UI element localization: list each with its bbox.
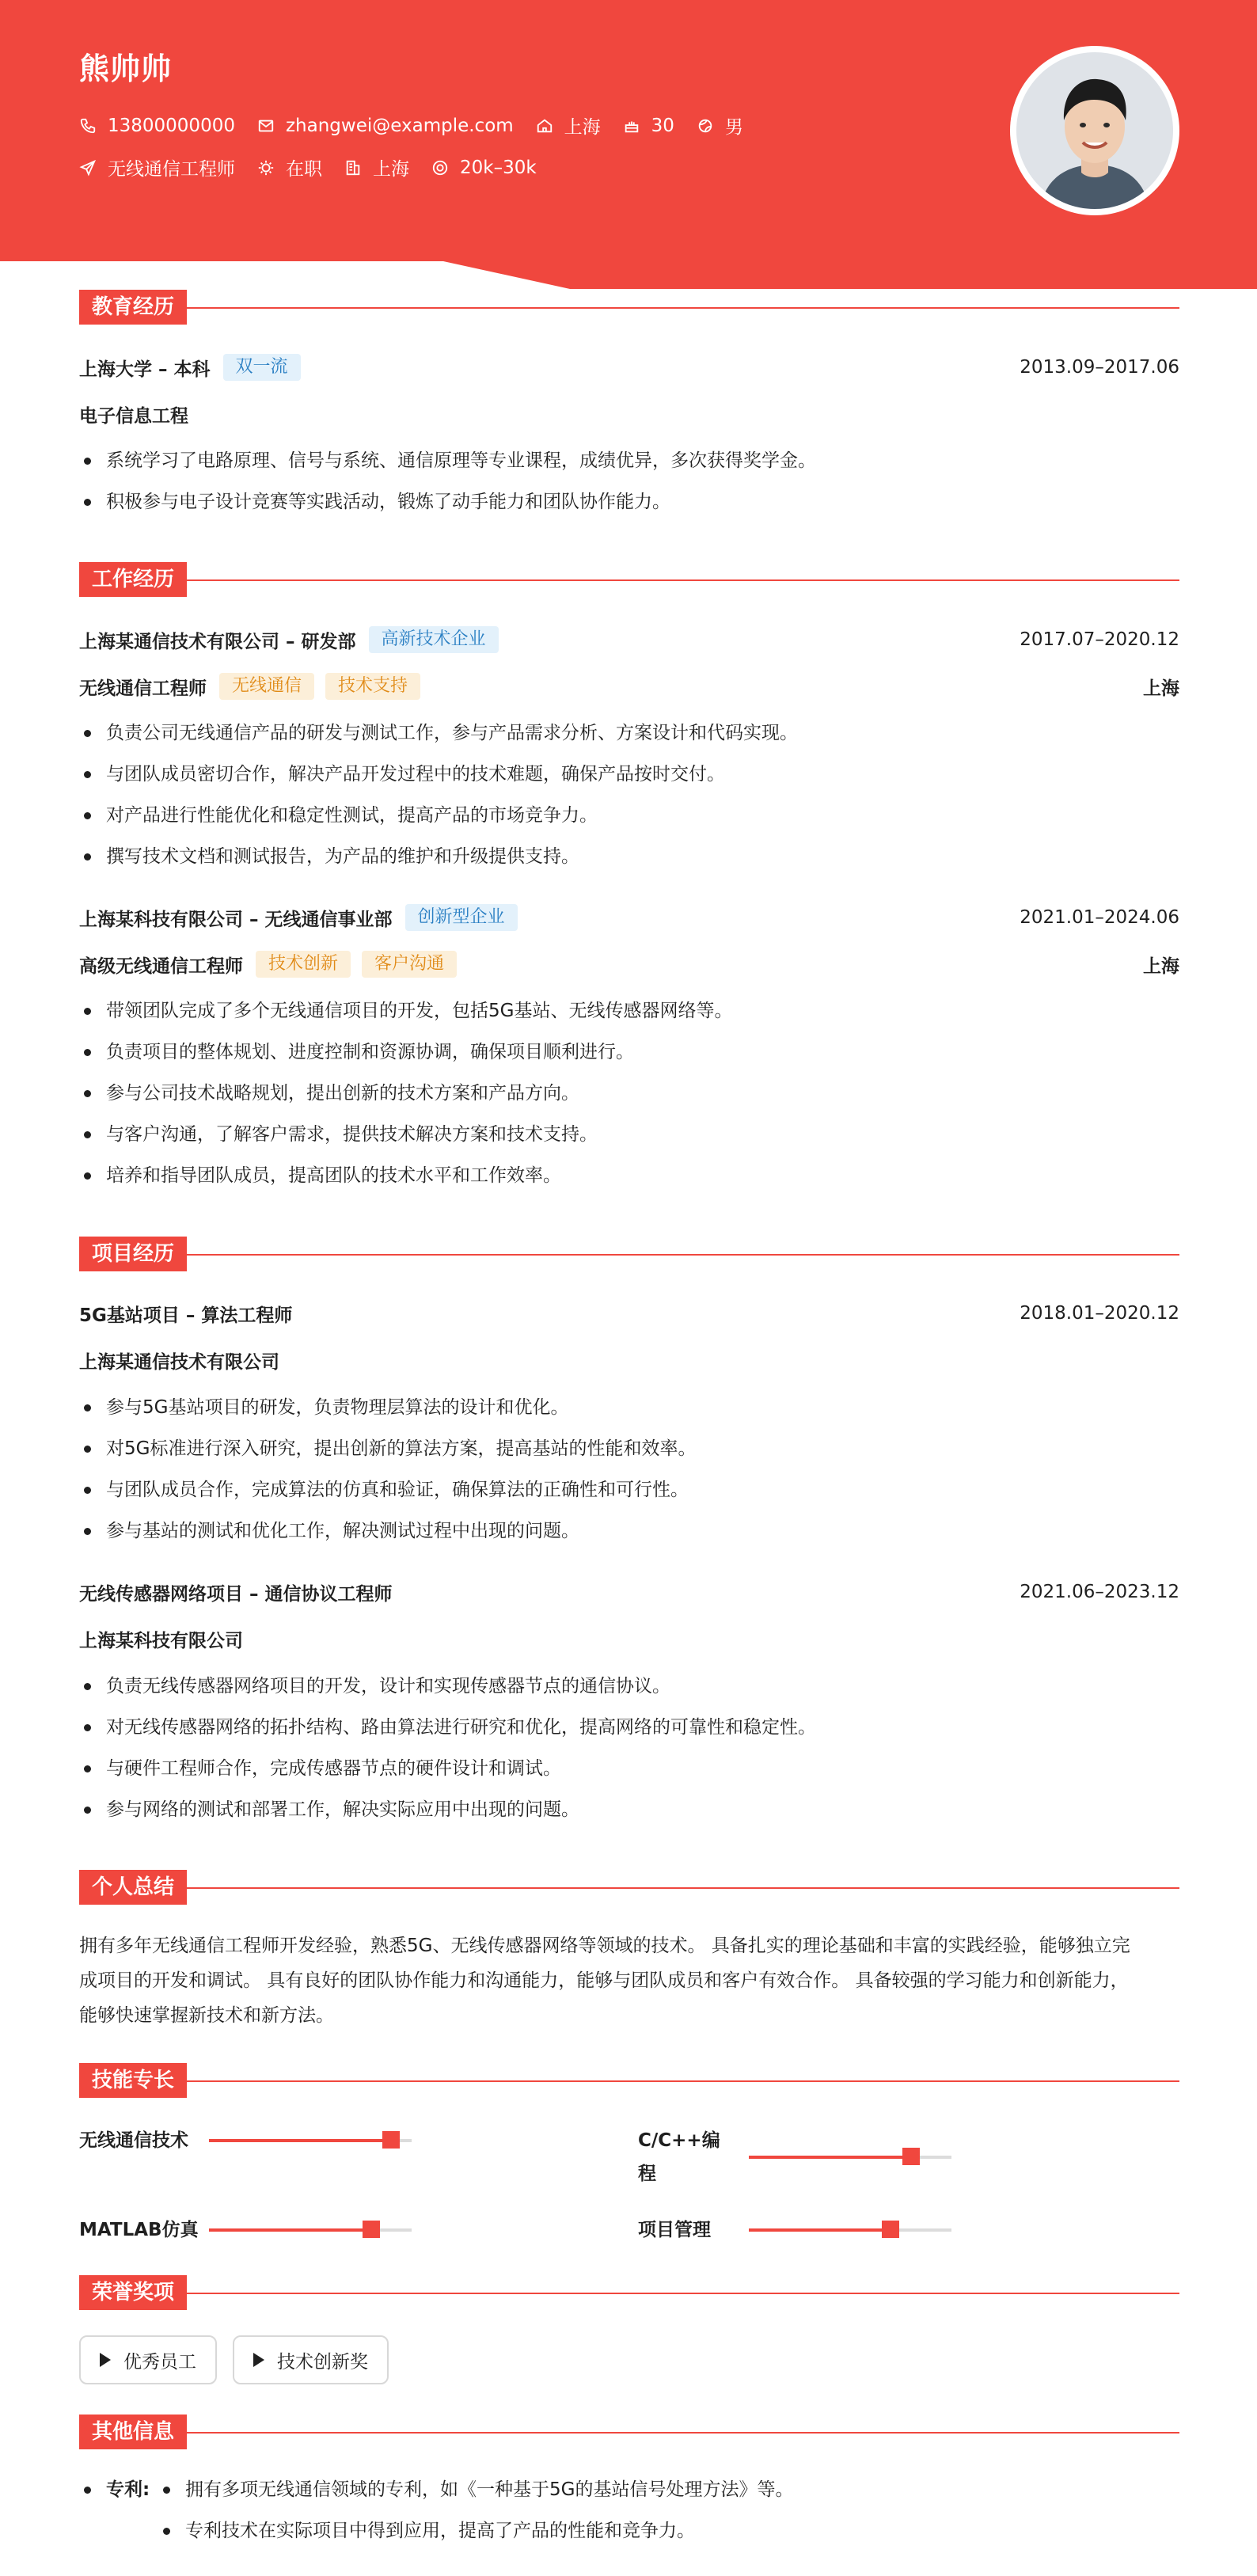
project-1-name: 5G基站项目 – 算法工程师 [79, 1305, 293, 1326]
school-name: 上海大学 – 本科 [79, 359, 211, 380]
project-1-company-row [79, 1346, 1179, 1374]
home-icon [536, 117, 553, 135]
target-job-text: 无线通信工程师 [108, 159, 235, 180]
list-item: 撰写技术文档和测试报告，为产品的维护和升级提供支持。 [79, 845, 1179, 886]
honor-item [233, 2335, 389, 2384]
location-text: 上海 [564, 117, 601, 138]
skill-name-line: 程 [638, 2164, 656, 2184]
work-1-title: 无线通信工程师 [79, 678, 207, 699]
skill-name: MATLAB仿真 [79, 2220, 199, 2240]
section-divider [176, 2080, 1179, 2082]
work-2-header [79, 903, 1179, 932]
work-1-header [79, 625, 1179, 654]
project-1-header [79, 1299, 1179, 1328]
list-item: 参与网络的测试和部署工作，解决实际应用中出现的问题。 [79, 1798, 1179, 1839]
skill-bar [749, 2228, 951, 2232]
list-item: 负责公司无线通信产品的研发与测试工作，参与产品需求分析、方案设计和代码实现。 [79, 721, 1179, 762]
honor-item [79, 2335, 217, 2384]
section-divider [176, 2293, 1179, 2294]
play-icon [253, 2353, 264, 2367]
target-city-info [344, 154, 409, 180]
work-1-bullets [79, 721, 1179, 886]
section-divider [176, 1254, 1179, 1256]
play-icon [100, 2353, 111, 2367]
work-2-title: 高级无线通信工程师 [79, 956, 243, 977]
work-1-tag-2: 技术支持 [325, 673, 420, 700]
education-major-row [79, 400, 1179, 428]
candidate-name: 熊帅帅 [79, 51, 173, 86]
skill-bar-knob [902, 2148, 920, 2165]
section-honors [79, 2275, 1179, 2310]
phone-text: 13800000000 [108, 115, 235, 136]
section-title-honors: 荣誉奖项 [79, 2275, 187, 2310]
avatar [1010, 46, 1179, 215]
phone-icon [79, 117, 97, 135]
mail-icon [257, 117, 275, 135]
age-info [623, 116, 674, 136]
phone-info [79, 116, 235, 136]
project-1-company: 上海某通信技术有限公司 [79, 1351, 279, 1373]
summary-line: 拥有多年无线通信工程师开发经验，熟悉5G、无线传感器网络等领域的技术。 具备扎实的理论基础和丰富的实践经验，能够独立完 [79, 1936, 1130, 1956]
job-row [79, 154, 559, 180]
skill-name: 项目管理 [638, 2220, 711, 2240]
skill-bar-fill [209, 2228, 371, 2232]
salary-icon [431, 159, 449, 177]
work-1-city: 上海 [1143, 678, 1179, 699]
send-icon [79, 159, 97, 177]
honor-label: 优秀员工 [123, 2351, 196, 2373]
school-badge: 双一流 [223, 354, 301, 381]
list-item: 负责项目的整体规划、进度控制和资源协调，确保项目顺利进行。 [79, 1040, 1179, 1081]
work-2-tag-1: 技术创新 [256, 951, 351, 978]
list-item: 带领团队完成了多个无线通信项目的开发，包括5G基站、无线传感器网络等。 [79, 999, 1179, 1040]
avatar-photo [1016, 52, 1173, 209]
list-item: 对5G标准进行深入研究，提出创新的算法方案，提高基站的性能和效率。 [79, 1437, 1179, 1478]
skill-bar [209, 2139, 412, 2142]
salary-text: 20k–30k [460, 157, 537, 178]
patent-label: 专利: [79, 2478, 150, 2502]
building-icon [344, 159, 362, 177]
age-text: 30 [651, 115, 674, 136]
work-1-title-row [79, 672, 1179, 701]
skill-bar-fill [749, 2156, 911, 2159]
list-item: 对产品进行性能优化和稳定性测试，提高产品的市场竞争力。 [79, 804, 1179, 845]
section-divider [176, 2432, 1179, 2434]
section-divider [176, 579, 1179, 581]
target-job-info [79, 154, 235, 180]
list-item: 积极参与电子设计竞赛等实践活动，锻炼了动手能力和团队协作能力。 [79, 490, 1179, 531]
section-title-work: 工作经历 [79, 562, 187, 597]
section-title-education: 教育经历 [79, 290, 187, 325]
project-2-header [79, 1578, 1179, 1606]
gender-text: 男 [724, 117, 743, 138]
summary-line: 成项目的开发和调试。 具有良好的团队协作能力和沟通能力，能够与团队成员和客户有效合作。 具备较强的学习能力和创新能力， [79, 1970, 1129, 1991]
work-2-tag-2: 客户沟通 [362, 951, 457, 978]
cake-icon [623, 117, 640, 135]
list-item: 参与5G基站项目的研发，负责物理层算法的设计和优化。 [79, 1396, 1179, 1437]
list-item: 对无线传感器网络的拓扑结构、路由算法进行研究和优化，提高网络的可靠性和稳定性。 [79, 1715, 1179, 1757]
list-item: 参与基站的测试和优化工作，解决测试过程中出现的问题。 [79, 1519, 1179, 1560]
section-skills [79, 2063, 1179, 2098]
work-1-company: 上海某通信技术有限公司 – 研发部 [79, 631, 356, 652]
skill-name [638, 2124, 720, 2190]
list-item: 专利技术在实际项目中得到应用，提高了产品的性能和竞争力。 [158, 2519, 1179, 2560]
education-header [79, 353, 1179, 382]
skill-name: 无线通信技术 [79, 2130, 188, 2151]
summary-text [79, 1928, 1179, 2033]
section-title-skills: 技能专长 [79, 2063, 187, 2098]
skill-bar-fill [749, 2228, 891, 2232]
work-2-badge: 创新型企业 [405, 904, 518, 931]
skill-bar-fill [209, 2139, 391, 2142]
gender-icon [697, 117, 714, 135]
work-1-badge: 高新技术企业 [369, 626, 499, 653]
list-item: 与团队成员合作，完成算法的仿真和验证，确保算法的正确性和可行性。 [79, 1478, 1179, 1519]
status-icon [257, 159, 275, 177]
work-1-date: 2017.07–2020.12 [1020, 629, 1179, 650]
section-title-projects: 项目经历 [79, 1237, 187, 1271]
project-1-date: 2018.01–2020.12 [1020, 1303, 1179, 1324]
section-work [79, 562, 1179, 597]
gender-info [697, 112, 743, 139]
work-2-bullets [79, 999, 1179, 1205]
education-date: 2013.09–2017.06 [1020, 357, 1179, 378]
list-item: 培养和指导团队成员，提高团队的技术水平和工作效率。 [79, 1164, 1179, 1205]
status-text: 在职 [286, 159, 322, 180]
email-info [257, 116, 514, 136]
skill-bar-knob [363, 2221, 380, 2238]
project-2-bullets [79, 1674, 1179, 1839]
target-city-text: 上海 [373, 159, 409, 180]
project-2-name: 无线传感器网络项目 – 通信协议工程师 [79, 1583, 393, 1605]
section-divider [176, 1887, 1179, 1889]
section-title-other: 其他信息 [79, 2415, 187, 2449]
work-2-company: 上海某科技有限公司 – 无线通信事业部 [79, 909, 393, 930]
list-item: 参与公司技术战略规划，提出创新的技术方案和产品方向。 [79, 1081, 1179, 1123]
status-info [257, 154, 322, 180]
project-1-bullets [79, 1396, 1179, 1560]
education-bullets [79, 449, 1179, 531]
skill-bar-knob [382, 2131, 400, 2149]
work-2-title-row [79, 950, 1179, 978]
list-item: 负责无线传感器网络项目的开发，设计和实现传感器节点的通信协议。 [79, 1674, 1179, 1715]
list-item: 与硬件工程师合作，完成传感器节点的硬件设计和调试。 [79, 1757, 1179, 1798]
skill-name-line: C/C++编 [638, 2130, 720, 2151]
project-2-date: 2021.06–2023.12 [1020, 1582, 1179, 1602]
education-major: 电子信息工程 [79, 405, 188, 427]
work-2-city: 上海 [1143, 956, 1179, 977]
list-item: 与团队成员密切合作，解决产品开发过程中的技术难题，确保产品按时交付。 [79, 762, 1179, 804]
section-other [79, 2415, 1179, 2449]
list-item: 系统学习了电路原理、信号与系统、通信原理等专业课程，成绩优异，多次获得奖学金。 [79, 449, 1179, 490]
location-info [536, 112, 601, 139]
work-1-tag-1: 无线通信 [219, 673, 314, 700]
summary-line: 能够快速掌握新技术和新方法。 [79, 2005, 334, 2026]
patent-list [158, 2478, 1179, 2560]
section-projects [79, 1237, 1179, 1271]
section-title-summary: 个人总结 [79, 1870, 187, 1905]
section-divider [176, 307, 1179, 309]
section-summary [79, 1870, 1179, 1905]
skill-bar [749, 2156, 951, 2159]
contact-row [79, 112, 765, 139]
email-text: zhangwei@example.com [285, 115, 514, 136]
honor-label: 技术创新奖 [277, 2351, 368, 2373]
project-2-company-row [79, 1624, 1179, 1653]
salary-info [431, 158, 537, 178]
skill-bar-knob [882, 2221, 899, 2238]
work-2-date: 2021.01–2024.06 [1020, 907, 1179, 928]
skill-bar [209, 2228, 412, 2232]
section-education [79, 290, 1179, 325]
project-2-company: 上海某科技有限公司 [79, 1630, 243, 1651]
list-item: 拥有多项无线通信领域的专利，如《一种基于5G的基站信号处理方法》等。 [158, 2478, 1179, 2519]
list-item: 与客户沟通，了解客户需求，提供技术解决方案和技术支持。 [79, 1123, 1179, 1164]
